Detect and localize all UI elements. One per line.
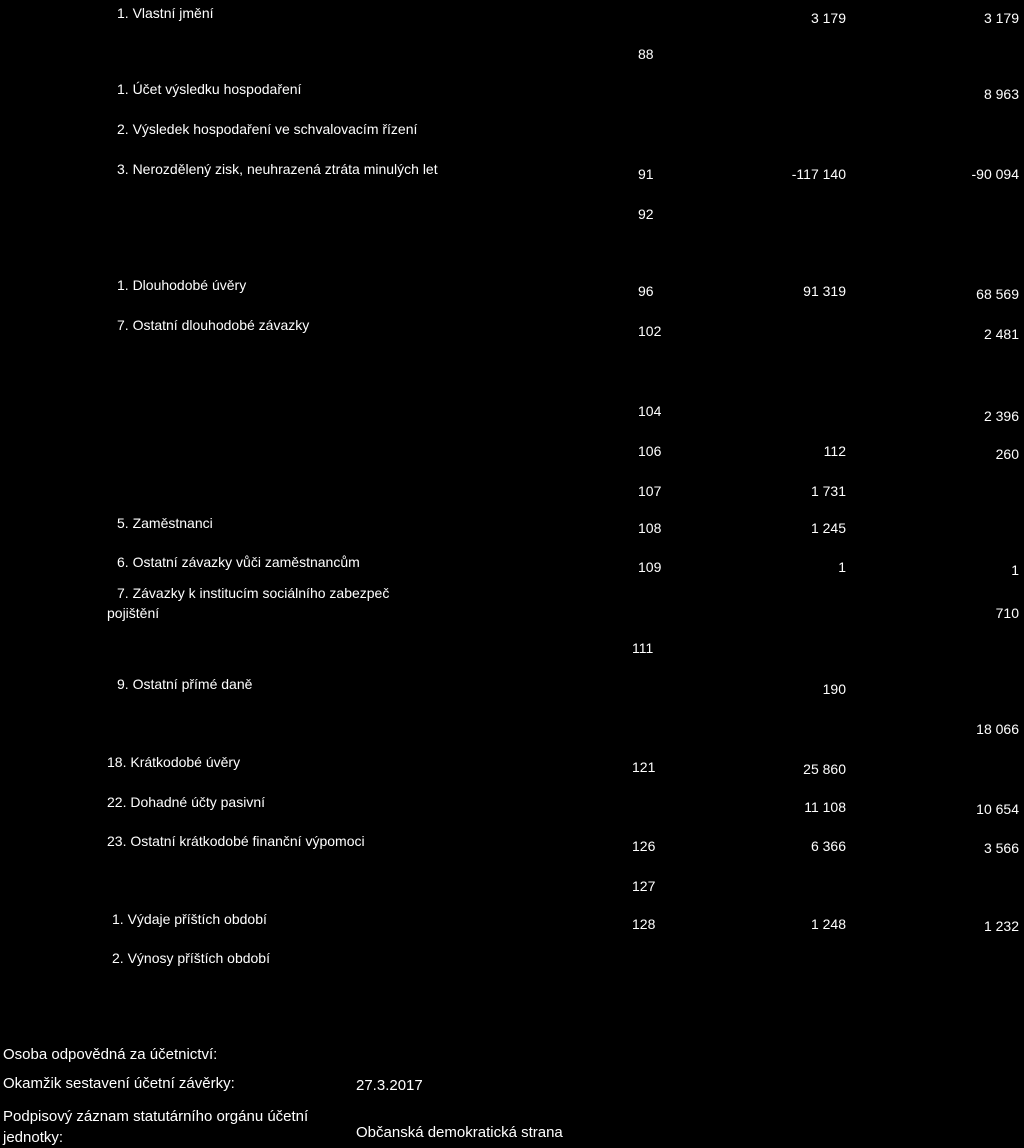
footer-compiled-date: 27.3.2017 (356, 1077, 423, 1094)
row-label-ucet-vysledku: 1. Účet výsledku hospodaření (117, 81, 302, 97)
value-current: 91 319 (803, 283, 846, 299)
row-code: 128 (632, 916, 656, 932)
row-label-vynosy-pristich-obdobi: 2. Výnosy příštích období (112, 950, 270, 966)
value-current: 6 366 (810, 838, 846, 854)
value-previous: 68 569 (976, 286, 1019, 302)
footer-signature-label-cont: jednotky: (3, 1129, 64, 1146)
value-previous: 8 963 (983, 86, 1019, 102)
row-code: 96 (638, 283, 654, 299)
value-current: 1 731 (810, 483, 846, 499)
row-label-kratkodobe-uvery: 18. Krátkodobé úvěry (107, 754, 241, 770)
row-code: 121 (632, 759, 656, 775)
row-code: 126 (632, 838, 656, 854)
value-current: 11 108 (804, 799, 846, 815)
row-code: 107 (638, 483, 662, 499)
value-current: 1 248 (810, 916, 846, 932)
row-code: 106 (638, 443, 662, 459)
row-label-kratkodobe-vypomoci: 23. Ostatní krátkodobé finanční výpomoci (107, 833, 365, 849)
value-previous: 3 566 (983, 840, 1019, 856)
row-code: 127 (632, 878, 656, 894)
row-label-dlouhodobe-uvery: 1. Dlouhodobé úvěry (117, 277, 247, 293)
row-code: 109 (638, 559, 662, 575)
row-label-dohadne-ucty: 22. Dohadné účty pasivní (107, 794, 265, 810)
row-label-vysledek-schvalovaci: 2. Výsledek hospodaření ve schvalovacím řízení (117, 121, 418, 137)
row-code: 91 (638, 166, 654, 182)
row-code: 102 (638, 323, 662, 339)
row-label-vlastni-jmeni: 1. Vlastní jmění (117, 5, 214, 21)
value-current: 1 245 (810, 520, 846, 536)
value-current: 3 179 (810, 10, 846, 26)
row-code: 104 (638, 403, 662, 419)
footer-compiled-label: Okamžik sestavení účetní závěrky: (3, 1075, 235, 1092)
row-label-ostatni-prime-dane: 9. Ostatní přímé daně (117, 676, 253, 692)
row-code: 108 (638, 520, 662, 536)
footer-responsible-person-label: Osoba odpovědná za účetnictví: (3, 1046, 218, 1063)
value-current: 25 860 (803, 761, 846, 777)
footer-signature-label: Podpisový záznam statutárního orgánu účetní (3, 1108, 309, 1125)
row-label-vydaje-pristich-obdobi: 1. Výdaje příštích období (112, 911, 267, 927)
footer-entity-name: Občanská demokratická strana (356, 1124, 563, 1141)
value-previous: 1 232 (983, 918, 1019, 934)
value-previous: -90 094 (971, 166, 1019, 182)
row-code: 92 (638, 206, 654, 222)
value-current: 190 (822, 681, 846, 697)
value-previous: 710 (995, 605, 1019, 621)
value-previous: 2 481 (983, 326, 1019, 342)
value-previous: 10 654 (976, 801, 1019, 817)
value-previous: 3 179 (983, 10, 1019, 26)
value-previous: 18 066 (976, 721, 1019, 737)
row-label-ostatni-dlouhodobe-zavazky: 7. Ostatní dlouhodobé závazky (117, 317, 310, 333)
row-code: 88 (638, 46, 654, 62)
value-current: 1 (838, 559, 846, 575)
row-label-socialni-zabezpeceni: 7. Závazky k institucím sociálního zabezpeč (117, 585, 390, 601)
value-previous: 2 396 (983, 408, 1019, 424)
row-label-socialni-zabezpeceni-cont: pojištění (107, 605, 160, 621)
row-label-zavazky-zamestnancum: 6. Ostatní závazky vůči zaměstnancům (117, 554, 360, 570)
row-code: 111 (632, 640, 654, 656)
value-previous: 260 (995, 446, 1019, 462)
value-current: -117 140 (791, 166, 846, 182)
value-current: 112 (823, 443, 846, 459)
row-label-nerozdeleny-zisk: 3. Nerozdělený zisk, neuhrazená ztráta minulých let (117, 161, 438, 177)
value-previous: 1 (1011, 562, 1019, 578)
row-label-zamestnanci: 5. Zaměstnanci (117, 515, 213, 531)
